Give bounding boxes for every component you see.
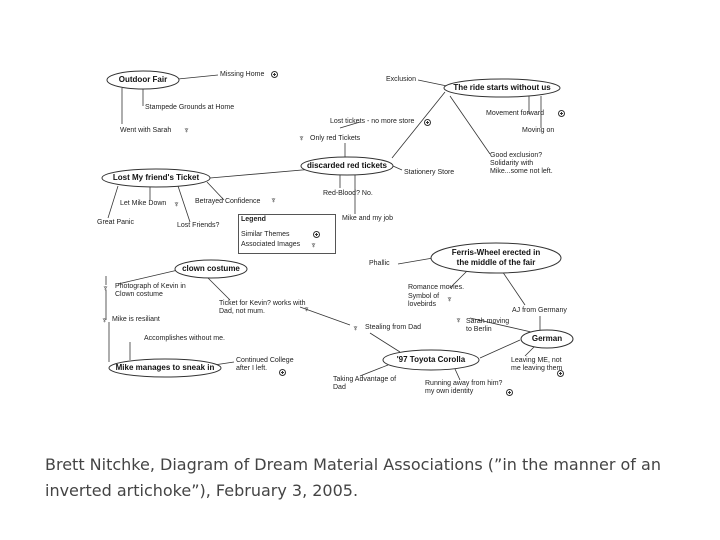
figure-icon: ♆ bbox=[303, 304, 310, 314]
figure-icon: ♆ bbox=[101, 315, 108, 325]
figure-caption: Brett Nitchke, Diagram of Dream Material Associations (”in the manner of an inverted artichoke”), February 3, 2005. bbox=[45, 455, 661, 500]
label-phallic: Phallic bbox=[369, 260, 390, 267]
label-went-with-sarah: Went with Sarah bbox=[120, 127, 172, 134]
node-toyota: '97 Toyota Corolla bbox=[396, 355, 466, 364]
label-aj-from-germany: AJ from Germany bbox=[512, 307, 567, 314]
label-leaving-me: Leaving ME, not me leaving them bbox=[511, 357, 563, 372]
node-german: German bbox=[531, 334, 563, 343]
label-ticket-for-kevin: Ticket for Kevin? works with Dad, not mum. bbox=[219, 300, 306, 315]
label-great-panic: Great Panic bbox=[97, 219, 134, 226]
label-moving-on: Moving on bbox=[522, 127, 555, 134]
label-missing-home: Missing Home bbox=[220, 71, 265, 78]
label-symbol-lovebirds: Symbol of lovebirds bbox=[408, 293, 440, 308]
node-outdoor-fair: Outdoor Fair bbox=[118, 75, 168, 84]
label-continued-college: Continued College after I left. bbox=[236, 357, 294, 372]
node-clown-costume: clown costume bbox=[182, 264, 240, 273]
label-romance-movies: Romance movies. bbox=[408, 284, 465, 291]
plus-circle-icon bbox=[557, 370, 564, 377]
figure-icon: ♆ bbox=[270, 195, 277, 205]
label-mike-resiliant: Mike is resiliant bbox=[112, 316, 160, 323]
label-lost-friends: Lost Friends? bbox=[177, 222, 220, 229]
node-ferris-wheel: Ferris-Wheel erected in the middle of the fair bbox=[451, 248, 541, 267]
plus-circle-icon bbox=[424, 119, 431, 126]
plus-circle-icon bbox=[558, 110, 565, 117]
label-photograph-kevin: Photograph of Kevin in Clown costume bbox=[115, 283, 186, 298]
figure-icon: ♆ bbox=[446, 294, 453, 304]
label-exclusion: Exclusion bbox=[386, 76, 416, 83]
node-lost-ticket: Lost My friend's Ticket bbox=[112, 173, 200, 182]
label-lost-tickets-store: Lost tickets - no more store bbox=[330, 118, 415, 125]
node-sneak-in: Mike manages to sneak in bbox=[115, 363, 215, 372]
plus-circle-icon bbox=[279, 369, 286, 376]
figure-icon: ♆ bbox=[310, 240, 317, 250]
figure-icon: ♆ bbox=[173, 199, 180, 209]
figure-icon: ♆ bbox=[455, 315, 462, 325]
legend-associated-images: Associated Images bbox=[241, 241, 301, 248]
label-betrayed-confidence: Betrayed Confidence bbox=[195, 198, 261, 205]
label-stealing-from-dad: Stealing from Dad bbox=[365, 324, 422, 331]
plus-circle-icon bbox=[313, 231, 320, 238]
figure-icon: ♆ bbox=[183, 125, 190, 135]
label-movement-forward: Movement forward bbox=[486, 110, 544, 117]
label-taking-advantage: Taking Advantage of Dad bbox=[333, 376, 397, 391]
figure-icon: ♆ bbox=[102, 283, 109, 293]
node-discarded-tickets: discarded red tickets bbox=[306, 161, 388, 170]
label-stampede-grounds: Stampede Grounds at Home bbox=[145, 104, 235, 111]
plus-circle-icon bbox=[271, 71, 278, 78]
figure-icon: ♆ bbox=[352, 323, 359, 333]
label-let-mike-down: Let Mike Down bbox=[120, 200, 167, 207]
label-sarah-moving: Sarah moving to Berlin bbox=[466, 318, 510, 333]
legend-similar-themes: Similar Themes bbox=[241, 231, 290, 238]
figure-icon: ♆ bbox=[298, 133, 305, 143]
label-good-exclusion: Good exclusion? Solidarity with Mike...some not left. bbox=[490, 152, 553, 175]
plus-circle-icon bbox=[506, 389, 513, 396]
label-mike-and-my-job: Mike and my job bbox=[342, 215, 393, 222]
label-accomplishes: Accomplishes without me. bbox=[144, 335, 225, 342]
legend-title: Legend bbox=[241, 216, 266, 223]
label-only-red-tickets: Only red Tickets bbox=[310, 135, 361, 142]
label-stationery-store: Stationery Store bbox=[404, 169, 455, 176]
label-red-blood: Red-Blood? No. bbox=[323, 190, 373, 197]
label-running-away: Running away from him? my own identity bbox=[425, 380, 503, 395]
node-ride-starts: The ride starts without us bbox=[453, 83, 551, 92]
